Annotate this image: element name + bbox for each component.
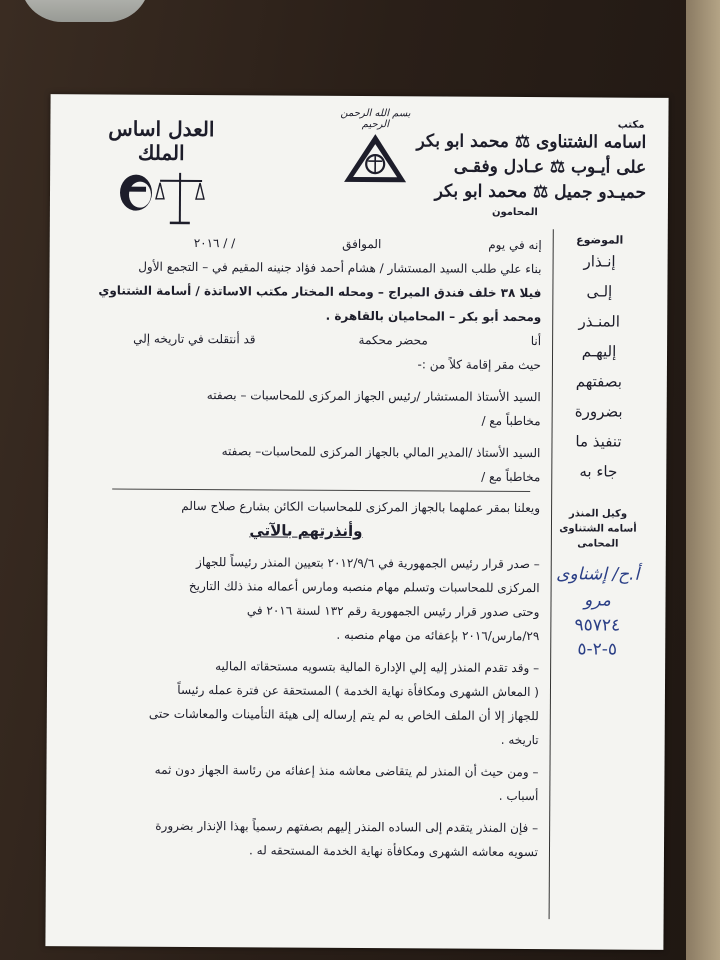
subject-line: إلـى (586, 282, 613, 301)
subject-sidebar (549, 229, 646, 920)
notice-body (70, 230, 542, 864)
pyramid-logo-icon (340, 130, 410, 186)
moved-label: قد أنتقلت في تاريخه إلي (133, 331, 256, 347)
lawyers-line-1: اسامه الشتناوى ⚖ محمد ابو بكر (416, 131, 647, 153)
paragraph-line: تسويه معاشه الشهرى ومكافأة نهاية الخدمة المستحقه له . (249, 843, 539, 860)
law-office-header (384, 118, 647, 219)
addressee-line: السيد الأستاذ /المدير المالي بالجهاز المركزى للمحاسبات– بصفته (221, 444, 541, 461)
paragraph-line: – ومن حيث أن المنذر لم يتقاضى معاشه منذ إعفائه من رئاسة الجهاز دون ثمه (154, 762, 539, 780)
lawyers-label: المحامون (491, 206, 538, 219)
header-emblem (335, 108, 415, 190)
agent-line: وكيل المنذر (569, 508, 628, 520)
scales-of-justice-icon (106, 164, 216, 229)
subject-label: الموضوع (576, 233, 624, 247)
basmala-calligraphy: بسم الله الرحمن الرحيم (340, 107, 411, 131)
subject-line: بضرورة (574, 402, 623, 421)
office-label: مكتب (617, 119, 645, 131)
bailiff-label: أنا (530, 334, 542, 349)
paragraph-line: أسباب . (498, 788, 539, 804)
addressee-note: مخاطباً مع / (481, 413, 541, 429)
subject-line: إليهـم (581, 342, 617, 361)
residence-line: حيث مقر إقامة كلاً من :- (417, 357, 542, 373)
paragraph-line: تاريخه . (500, 732, 539, 748)
date-value: / / ٢٠١٦ (193, 235, 236, 251)
subject-line: بصفتهم (575, 372, 623, 391)
lawyers-line-3: حميـدو جميل ⚖ محمد ابو بكر (434, 181, 647, 203)
paragraph-line: المركزى للمحاسبات وتسلم مهام منصبه ومارس أعماله منذ ذلك التاريخ (188, 578, 540, 596)
motto-text: العدل اساس الملك (108, 116, 215, 165)
desk-edge (686, 0, 720, 960)
paragraph-line: – فإن المنذر يتقدم إلى الساده المنذر إليهم بصفتهم رسمياً بهذا الإنذار بضرورة (155, 818, 539, 836)
handwritten-number: ٩٥٧٢٤ (574, 615, 621, 636)
date-line (74, 230, 542, 257)
agent-line: المحامى (577, 538, 619, 550)
date-matching-label: الموافق (342, 236, 382, 252)
workplace-line: ويعلنا بمقر عملهما بالجهاز المركزى للمحاسبات الكائن بشارع صلاح سالم (181, 498, 541, 516)
subject-line: إنـذار (583, 252, 616, 271)
addressee-note: مخاطباً مع / (481, 469, 541, 485)
agent-line: أسامه الشتناوى (559, 523, 637, 535)
paragraph-line: للجهاز إلا أن الملف الخاص به لم يتم إرساله إلى هيئة التأمينات والمعاشات حتى (148, 706, 539, 724)
paragraph-line: وحتى صدور قرار رئيس الجمهورية رقم ١٣٢ لسنة ٢٠١٦ في (246, 603, 540, 620)
date-day-label: إنه في يوم (488, 237, 542, 253)
subject-line: جاء به (579, 462, 618, 481)
paragraph-line: ( المعاش الشهرى ومكافأة نهاية الخدمة ) المستحقة عن فترة عمله رئيساً (177, 682, 540, 700)
court-bailiff-label: محضر محكمة (358, 333, 428, 348)
address-line: ومحمد أبو بكر – المحاميان بالقاهرة . (325, 308, 542, 325)
addressee-line: السيد الأستاذ المستشار /رئيس الجهاز المركزى للمحاسبات – بصفته (206, 388, 541, 405)
subject-line: المنـذر (578, 312, 621, 331)
requester-line: بناء علي طلب السيد المستشار / هشام أحمد فؤاد جنينه المقيم في – التجمع الأول (138, 259, 542, 277)
paragraph-line: ٢٩/مارس/٢٠١٦ بإعفائه من مهام منصبه . (336, 627, 540, 644)
legal-notice-document (45, 94, 668, 950)
lawyers-line-2: على أيـوب ⚖ عـادل وفقـى (453, 156, 647, 178)
handwritten-note: مرو (584, 590, 611, 611)
bailiff-line (73, 326, 541, 353)
handwritten-note: أ.ح/ إشناوى (556, 564, 640, 585)
warning-heading: وأنذرتهم بالآتي (249, 521, 363, 541)
paragraph-line: – وقد تقدم المنذر إليه إلي الإدارة المالية بتسويه مستحقاته الماليه (215, 659, 540, 676)
address-line: فيلا ٣٨ خلف فندق الميراج – ومحله المختار مكتب الاساتذة / أسامة الشتناوي (98, 283, 542, 301)
justice-logo (86, 116, 237, 233)
divider (112, 489, 530, 493)
paragraph-line: – صدر قرار رئيس الجمهورية في ٢٠١٢/٩/٦ بتعيين المنذر رئيساً للجهاز (196, 555, 540, 572)
handwritten-number: ٥-٢-٥ (577, 639, 618, 660)
subject-line: تنفيذ ما (575, 432, 622, 451)
